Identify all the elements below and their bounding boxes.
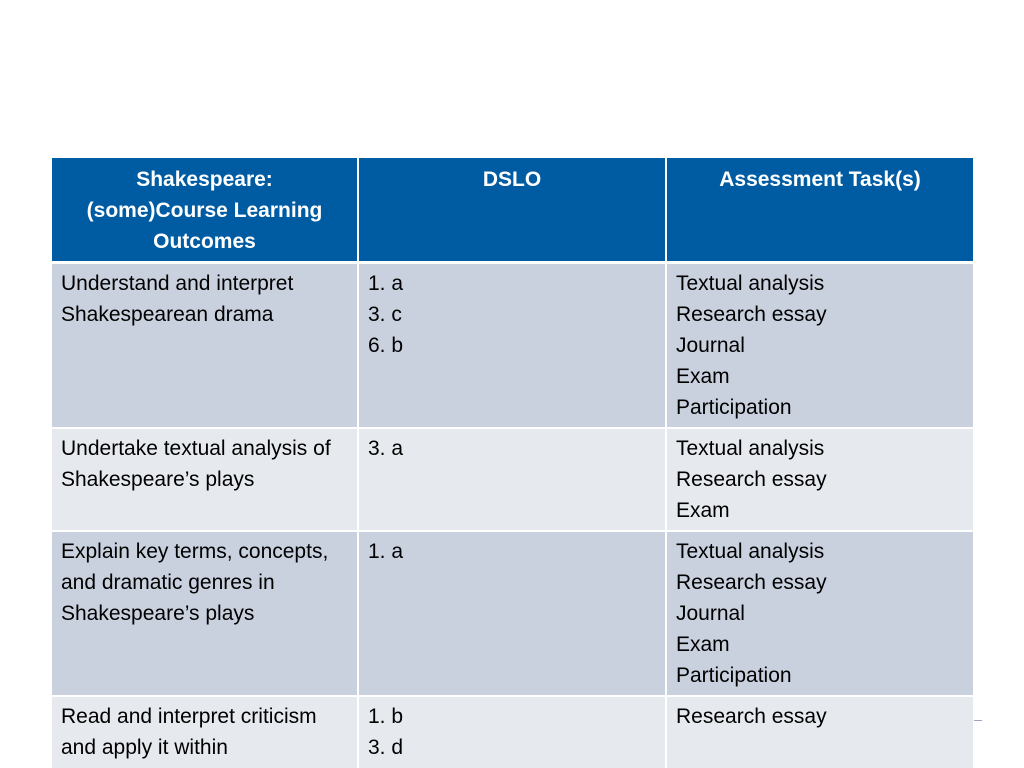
dslo-item: 6. b [368, 334, 404, 357]
outcome-cell [52, 263, 358, 429]
table-row [52, 263, 973, 429]
header-assessment-tasks [666, 158, 973, 263]
task-item: Journal [676, 334, 745, 357]
dslo-cell [358, 696, 666, 768]
task-item: Participation [676, 396, 792, 419]
tasks-cell [666, 531, 973, 696]
task-item: Textual analysis [676, 437, 825, 460]
outcome-cell [52, 428, 358, 531]
task-item: Exam [676, 499, 730, 522]
table-header-row [52, 158, 973, 263]
dslo-item: 1. a [368, 540, 404, 563]
outcome-text: Undertake textual analysis of Shakespeare’s plays [61, 437, 331, 491]
task-item: Journal [676, 602, 745, 625]
edge-mark [974, 720, 982, 721]
task-item: Research essay [676, 571, 827, 594]
header-line: Shakespeare: [136, 168, 273, 191]
header-dslo [358, 158, 666, 263]
task-item: Textual analysis [676, 540, 825, 563]
dslo-item: 3. c [368, 303, 402, 326]
tasks-cell [666, 696, 973, 768]
table-row [52, 428, 973, 531]
header-line: (some)Course Learning [86, 199, 323, 222]
outcomes-table [52, 158, 973, 768]
outcome-cell [52, 531, 358, 696]
table-row [52, 531, 973, 696]
header-course-learning-outcomes [52, 158, 358, 263]
task-item: Research essay [676, 705, 827, 728]
dslo-item: 1. b [368, 705, 404, 728]
tasks-cell [666, 263, 973, 429]
task-item: Exam [676, 365, 730, 388]
dslo-cell [358, 428, 666, 531]
dslo-item: 3. d [368, 736, 404, 759]
header-line: DSLO [482, 168, 542, 191]
dslo-item: 3. a [368, 437, 404, 460]
dslo-item: 1. a [368, 272, 404, 295]
outcome-text: Explain key terms, concepts, and dramatic genres in Shakespeare’s plays [61, 540, 329, 625]
dslo-cell [358, 531, 666, 696]
header-line: Assessment Task(s) [719, 168, 921, 191]
dslo-cell [358, 263, 666, 429]
outcome-text: Understand and interpret Shakespearean drama [61, 272, 294, 326]
task-item: Research essay [676, 468, 827, 491]
outcome-cell [52, 696, 358, 768]
tasks-cell [666, 428, 973, 531]
header-line: Outcomes [153, 230, 256, 253]
task-item: Textual analysis [676, 272, 825, 295]
task-item: Research essay [676, 303, 827, 326]
outcome-text: Read and interpret criticism and apply it within [61, 705, 317, 759]
task-item: Exam [676, 633, 730, 656]
task-item: Participation [676, 664, 792, 687]
table-row [52, 696, 973, 768]
